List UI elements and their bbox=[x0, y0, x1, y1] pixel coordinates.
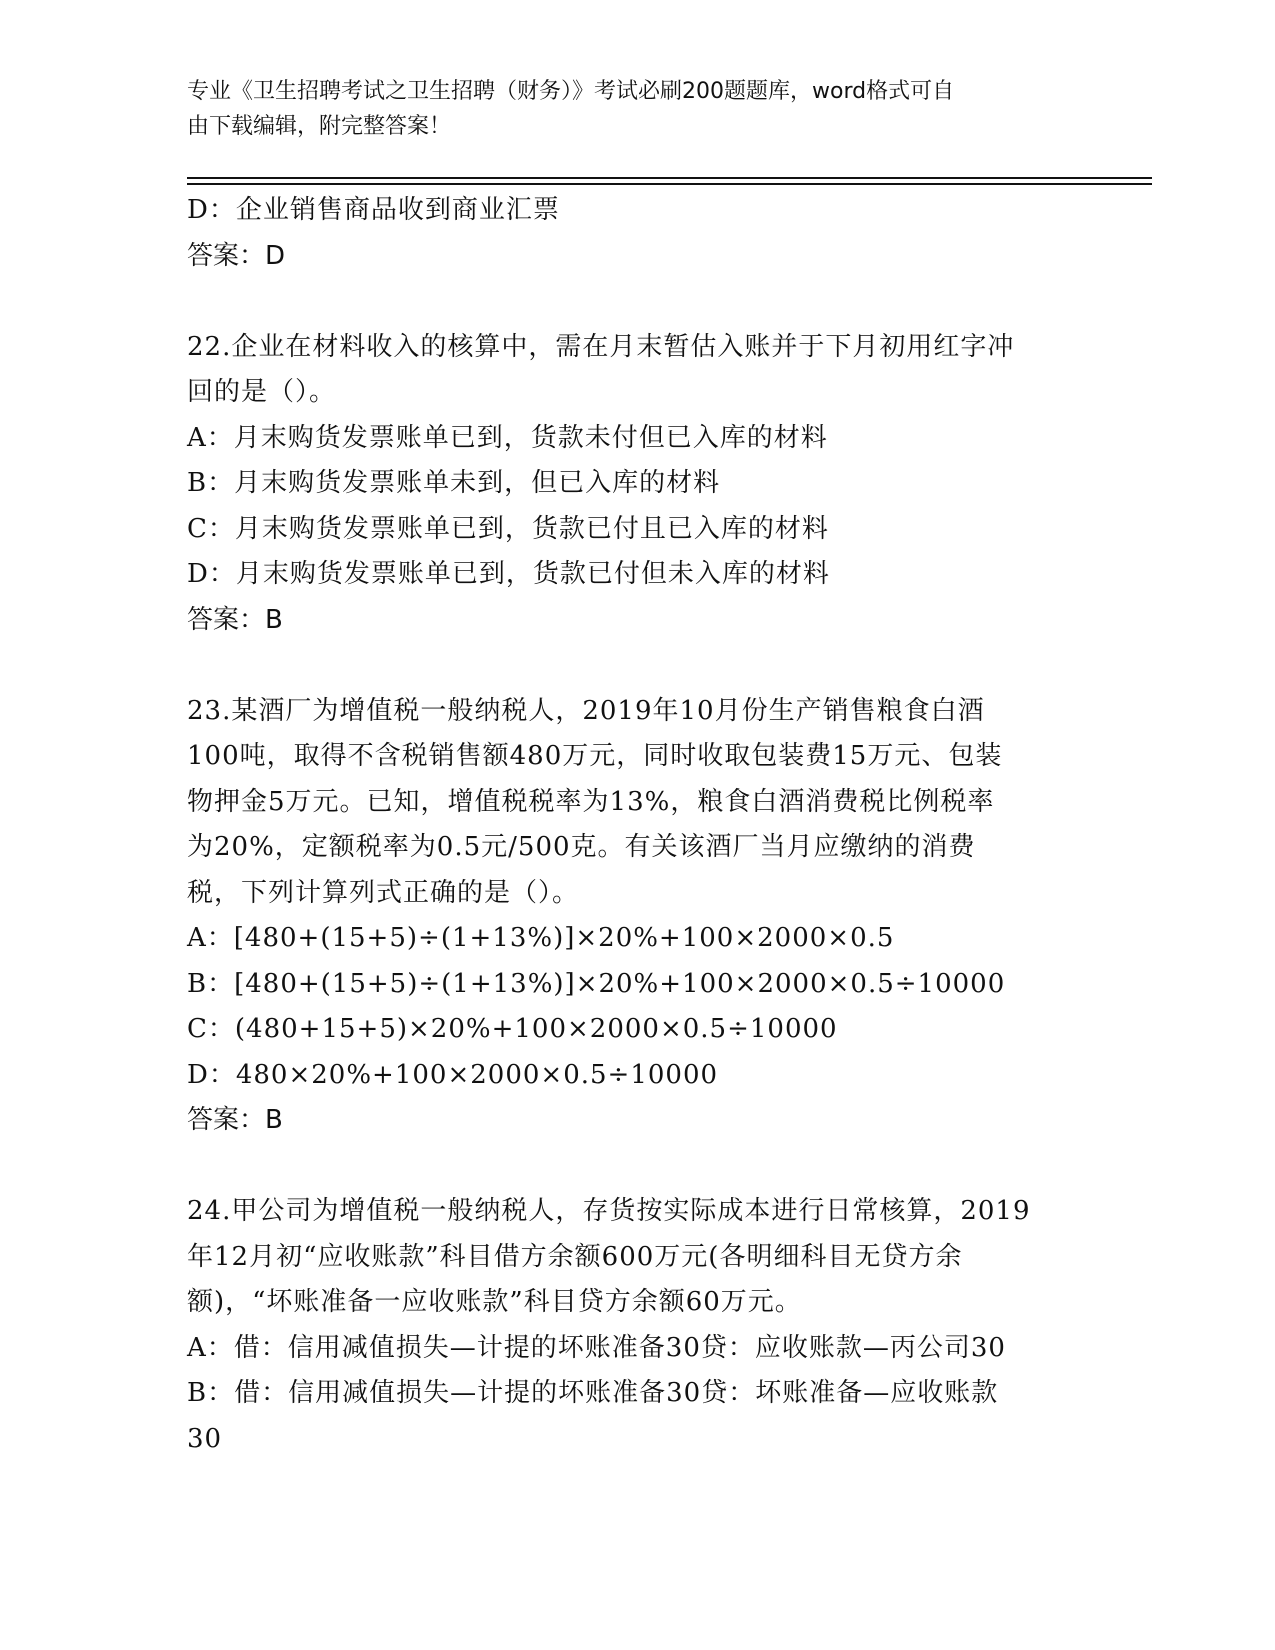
header-line-2: 由下载编辑，附完整答案！ bbox=[187, 114, 452, 139]
header-rule-top bbox=[187, 177, 1152, 179]
q23-answer: 答案：B bbox=[187, 1105, 283, 1135]
q22-answer: 答案：B bbox=[187, 604, 283, 635]
q24-option-b-line-2: 30 bbox=[187, 1423, 223, 1454]
header-line-1: 专业《卫生招聘考试之卫生招聘（财务）》考试必刷200题题库，word格式可自 bbox=[187, 79, 955, 104]
q23-option-c: C：(480+15+5)×20%+100×2000×0.5÷10000 bbox=[187, 1014, 838, 1044]
q22-stem-line-1: 22.企业在材料收入的核算中，需在月末暂估入账并于下月初用红字冲 bbox=[187, 331, 1015, 362]
q22-option-a: A：月末购货发票账单已到，货款未付但已入库的材料 bbox=[187, 422, 828, 453]
q24-stem-line-1: 24.甲公司为增值税一般纳税人，存货按实际成本进行日常核算，2019 bbox=[187, 1196, 1031, 1226]
q24-option-b-line-1: B：借：信用减值损失—计提的坏账准备30贷：坏账准备—应收账款 bbox=[187, 1378, 999, 1408]
q23-stem-line-3: 物押金5万元。已知，增值税税率为13%，粮食白酒消费税比例税率 bbox=[187, 786, 995, 817]
q24-option-a: A：借：信用减值损失—计提的坏账准备30贷：应收账款—丙公司30 bbox=[187, 1332, 1006, 1363]
q23-option-a: A：[480+(15+5)÷(1+13%)]×20%+100×2000×0.5 bbox=[187, 923, 895, 953]
q21-option-d: D：企业销售商品收到商业汇票 bbox=[187, 195, 560, 225]
q21-answer: 答案：D bbox=[187, 240, 286, 271]
q22-stem-line-2: 回的是（）。 bbox=[187, 377, 337, 407]
q22-option-b: B：月末购货发票账单未到，但已入库的材料 bbox=[187, 468, 721, 498]
header-rule-bottom bbox=[187, 183, 1152, 185]
q23-stem-line-5: 税，下列计算列式正确的是（）。 bbox=[187, 877, 580, 908]
spacer bbox=[187, 1144, 1087, 1190]
q23-option-d: D：480×20%+100×2000×0.5÷10000 bbox=[187, 1059, 719, 1090]
q22-option-d: D：月末购货发票账单已到，货款已付但未入库的材料 bbox=[187, 559, 830, 589]
q22-option-c: C：月末购货发票账单已到，货款已付且已入库的材料 bbox=[187, 513, 829, 544]
q24-stem-line-2: 年12月初“应收账款”科目借方余额600万元(各明细科目无贷方余 bbox=[187, 1241, 963, 1272]
document-header bbox=[187, 74, 1077, 144]
q23-stem-line-4: 为20%，定额税率为0.5元/500克。有关该酒厂当月应缴纳的消费 bbox=[187, 832, 976, 862]
spacer bbox=[187, 279, 1087, 325]
q24-stem-line-3: 额)，“坏账准备一应收账款”科目贷方余额60万元。 bbox=[187, 1287, 802, 1317]
q23-stem-line-2: 100吨，取得不含税销售额480万元，同时收取包装费15万元、包装 bbox=[187, 741, 1003, 771]
document-body bbox=[187, 188, 1087, 1462]
spacer bbox=[187, 643, 1087, 689]
q23-option-b: B：[480+(15+5)÷(1+13%)]×20%+100×2000×0.5÷10000 bbox=[187, 968, 1006, 999]
q23-stem-line-1: 23.某酒厂为增值税一般纳税人，2019年10月份生产销售粮食白酒 bbox=[187, 695, 985, 726]
